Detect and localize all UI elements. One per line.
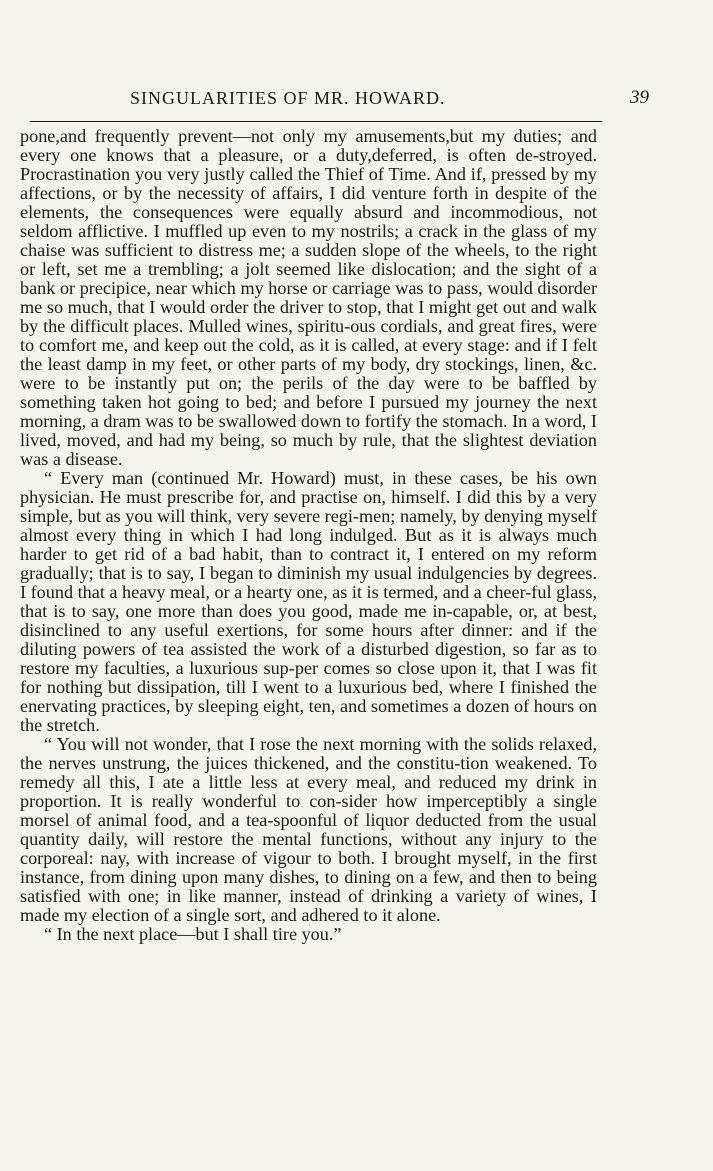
running-title: SINGULARITIES OF MR. HOWARD. — [130, 88, 446, 108]
body-text — [20, 127, 597, 944]
header-rule — [30, 121, 602, 122]
running-head — [20, 88, 675, 112]
paragraph: “ In the next place—but I shall tire you.” — [44, 924, 342, 944]
paragraph: “ You will not wonder, that I rose the next morning with the solids relaxed, the nerves unstrung, the juices thickened, and the constitu-tion weakened. To remedy all this, I ate a little less at every meal, and reduced my drink in proportion. It is really wonderful to con-sider how imperceptibly a single morsel of animal food, and a tea-spoonful of liquor deducted from the usual quantity daily, will restore the mental functions, without any injury to the corporeal: nay, with increase of vigour to both. I brought myself, in the first instance, from dining upon many dishes, to dining on a few, and then to being satisfied with one; in like manner, instead of drinking a variety of wines, I made my election of a single sort, and adhered to it alone. — [20, 734, 597, 925]
page-number: 39 — [630, 87, 649, 108]
paragraph: “ Every man (continued Mr. Howard) must, in these cases, be his own physician. He must prescribe for, and practise on, himself. I did this by a very simple, but as you will think, very severe regi-men; namely, by denying myself almost every thing in which I had long indulged. But as it is always much harder to get rid of a bad habit, than to contract it, I entered on my reform gradually; that is to say, I began to diminish my usual indulgencies by degrees. I found that a heavy meal, or a hearty one, as it is termed, and a cheer-ful glass, that is to say, one more than does you good, made me in-capable, or, at best, disinclined to any useful exertions, for some hours after dinner: and if the diluting powers of tea assisted the work of a disturbed digestion, so far as to restore my faculties, a luxurious sup-per comes so close upon it, that I was fit for nothing but dissipation, till I went to a luxurious bed, where I finished the enervating practices, by sleeping eight, ten, and sometimes a dozen of hours on the stretch. — [20, 468, 597, 735]
paragraph: pone,and frequently prevent—not only my amusements,but my duties; and every one knows that a pleasure, or a duty,deferred, is often de-stroyed. Procrastination you very justly called the Thief of Time. And if, pressed by my affections, or by the necessity of affairs, I did venture forth in despite of the elements, the consequences were equally absurd and incommodious, not seldom afflictive. I muffled up even to my nostrils; a crack in the glass of my chaise was sufficient to distress me; a sudden slope of the wheels, to the right or left, set me a trembling; a jolt seemed like dislocation; and the sight of a bank or precipice, near which my horse or carriage was to pass, would disorder me so much, that I would order the driver to stop, that I might get out and walk by the difficult places. Mulled wines, spiritu-ous cordials, and great fires, were to comfort me, and keep out the cold, as it is called, at every stage: and if I felt the least damp in my feet, or other parts of my body, dry stockings, linen, &c. were to be instantly put on; the perils of the day were to be baffled by something taken hot going to bed; and before I pursued my journey the next morning, a dram was to be swallowed down to fortify the stomach. In a word, I lived, moved, and had my being, so much by rule, that the slightest deviation was a disease. — [20, 126, 597, 469]
